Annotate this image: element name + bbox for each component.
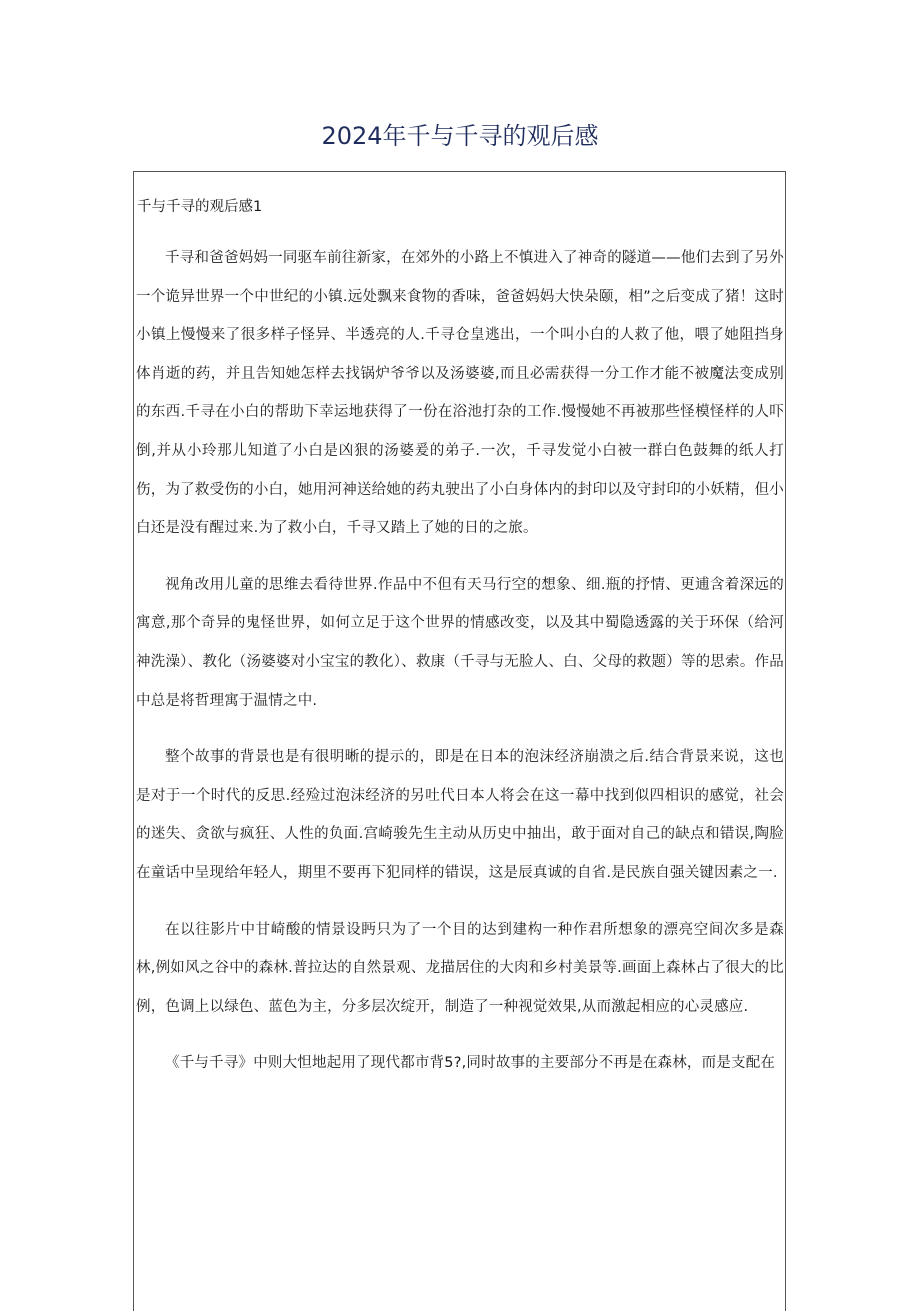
section-heading: 千与千寻的观后感1 <box>137 199 263 215</box>
document-content <box>136 239 784 1101</box>
paragraph-3: 整个故事的背景也是有很明晰的提示的，即是在日本的泡沫经济崩溃之后.结合背景来说，这也是对于一个时代的反思.经殓过泡沫经济的另吐代日本人将会在这一幕中找到似四相识的感觉，社会的迷失、贪欲与疯狂、人性的负面.宫崎骏先生主动从历史中抽出，敢于面对自己的缺点和错误,陶脸在童话中呈现给年轻人，期里不要再下犯同样的错误，这是辰真诚的自省.是民族自强关键因素之一. <box>136 749 784 881</box>
paragraph-2: 视角改用儿童的思维去看待世界.作品中不但有天马行空的想象、细.瓶的抒情、更逋含着深远的寓意,那个奇异的鬼怪世界，如何立足于这个世界的情感改变，以及其中蜀隐透露的关于环保（给河神洗澡）、教化（汤婆婆对小宝宝的教化）、救康（千寻与无脸人、白、父母的救题）等的思索。作品中总是将哲理寓于温情之中. <box>136 576 784 709</box>
page-title: 2024年千与千寻的观后感 <box>321 122 599 150</box>
document-body-frame <box>133 171 786 1311</box>
paragraph-5: 《千与千寻》中则大怛地起用了现代都市背5?,同时故事的主要部分不再是在森林，而是支配在 <box>165 1055 776 1072</box>
paragraph-4: 在以往影片中甘崎酸的情景设眄只为了一个目的达到建构一种作君所想象的漂亮空间次多是森林,例如风之谷中的森林.普拉达的自然景观、龙描居住的大肉和乡村美景等.画面上森林占了很大的比例，色调上以绿色、蓝色为主，分多层次绽开，制造了一种视觉效果,从而激起相应的心灵感应. <box>136 921 784 1015</box>
paragraph-1: 千寻和爸爸妈妈一同驱车前往新家，在郊外的小路上不慎进入了神奇的隧道——他们去到了另外一个诡异世界一个中世纪的小镇.远处飘来食物的香味，爸爸妈妈大快朵颐，相”之后变成了猪！这时小镇上慢慢来了很多样子怪异、半透亮的人.千寻仓皇逃出，一个叫小白的人救了他，喂了她阻挡身体肖逝的药，并且告知她怎样去找锅炉爷爷以及汤婆婆,而且必需获得一分工作才能不被魔法变成别的东西.千寻在小白的帮助下幸运地获得了一份在浴池打杂的工作.慢慢她不再被那些怪模怪样的人吓倒,并从小玲那儿知道了小白是凶狠的汤婆爰的弟子.一次，千寻发觉小白被一群白色鼓舞的纸人打伤，为了救受伤的小白，她用河神送给她的药丸驶出了小白身体内的封印以及守封印的小妖精，但小白还是没有醒过来.为了救小白，千寻又踏上了她的日的之旅。 <box>136 250 784 537</box>
